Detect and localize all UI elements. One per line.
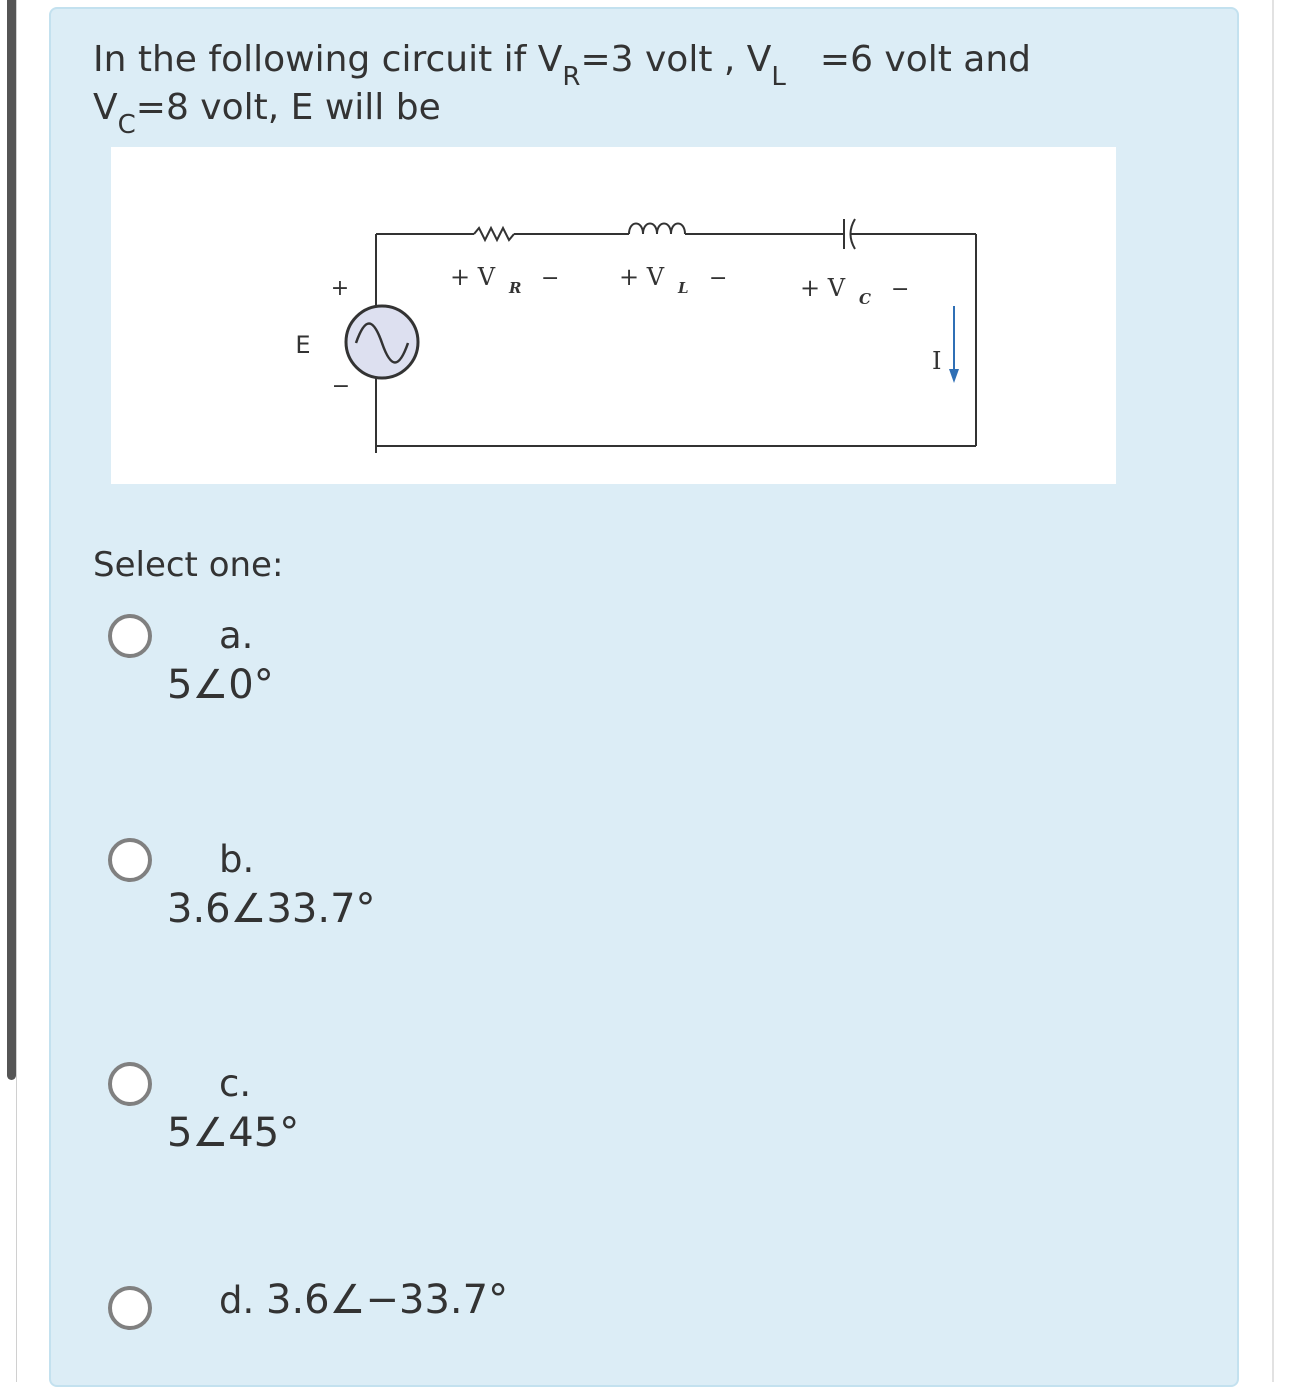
- question-text-part: =3 volt , V: [580, 39, 772, 80]
- select-one-label: Select one:: [93, 545, 284, 585]
- option-b-letter: b.: [219, 838, 255, 881]
- source-e-label: E: [295, 331, 311, 359]
- current-arrowhead-icon: [949, 369, 959, 383]
- circuit-figure: [111, 147, 1116, 484]
- vr-minus: −: [541, 266, 560, 291]
- current-label: I: [932, 347, 942, 375]
- option-b-value: 3.6∠33.7°: [167, 886, 376, 932]
- page-right-border: [1272, 0, 1274, 1382]
- question-line-1: [93, 36, 1032, 92]
- radio-c[interactable]: [108, 1062, 152, 1106]
- vc-subscript: C: [859, 290, 871, 308]
- vl-subscript: L: [678, 279, 689, 297]
- page-left-border: [16, 0, 17, 1382]
- radio-b[interactable]: [108, 838, 152, 882]
- option-a-letter: a.: [219, 614, 254, 657]
- question-text: [93, 36, 1032, 140]
- question-text-part: In the following circuit if V: [93, 39, 563, 80]
- option-d-label: [219, 1278, 508, 1323]
- radio-d[interactable]: [108, 1286, 152, 1330]
- question-text-part: =8 volt, E will be: [135, 87, 441, 128]
- option-c-value: 5∠45°: [167, 1110, 300, 1156]
- option-a-value: 5∠0°: [167, 662, 274, 708]
- vc-minus: −: [891, 277, 910, 302]
- vr-subscript: R: [509, 279, 522, 297]
- subscript-r: R: [562, 62, 581, 92]
- vl-label: + V: [619, 263, 665, 291]
- source-minus-label: −: [331, 374, 351, 399]
- vr-label: + V: [450, 263, 496, 291]
- vc-label: + V: [800, 274, 846, 302]
- source-plus-label: +: [330, 276, 350, 301]
- circuit-diagram: [111, 147, 1116, 484]
- resistor-symbol: [474, 228, 514, 240]
- option-c-letter: c.: [219, 1062, 252, 1105]
- option-d-letter: d.: [219, 1279, 255, 1322]
- radio-a[interactable]: [108, 614, 152, 658]
- inductor-symbol: [629, 224, 685, 235]
- page-scrollbar[interactable]: [7, 0, 16, 1080]
- question-text-part: V: [93, 87, 118, 128]
- question-text-part: =6 volt and: [819, 39, 1032, 80]
- subscript-l: L: [771, 62, 786, 92]
- vl-minus: −: [709, 266, 728, 291]
- option-d-value: 3.6∠−33.7°: [266, 1277, 509, 1323]
- subscript-c: C: [117, 110, 136, 140]
